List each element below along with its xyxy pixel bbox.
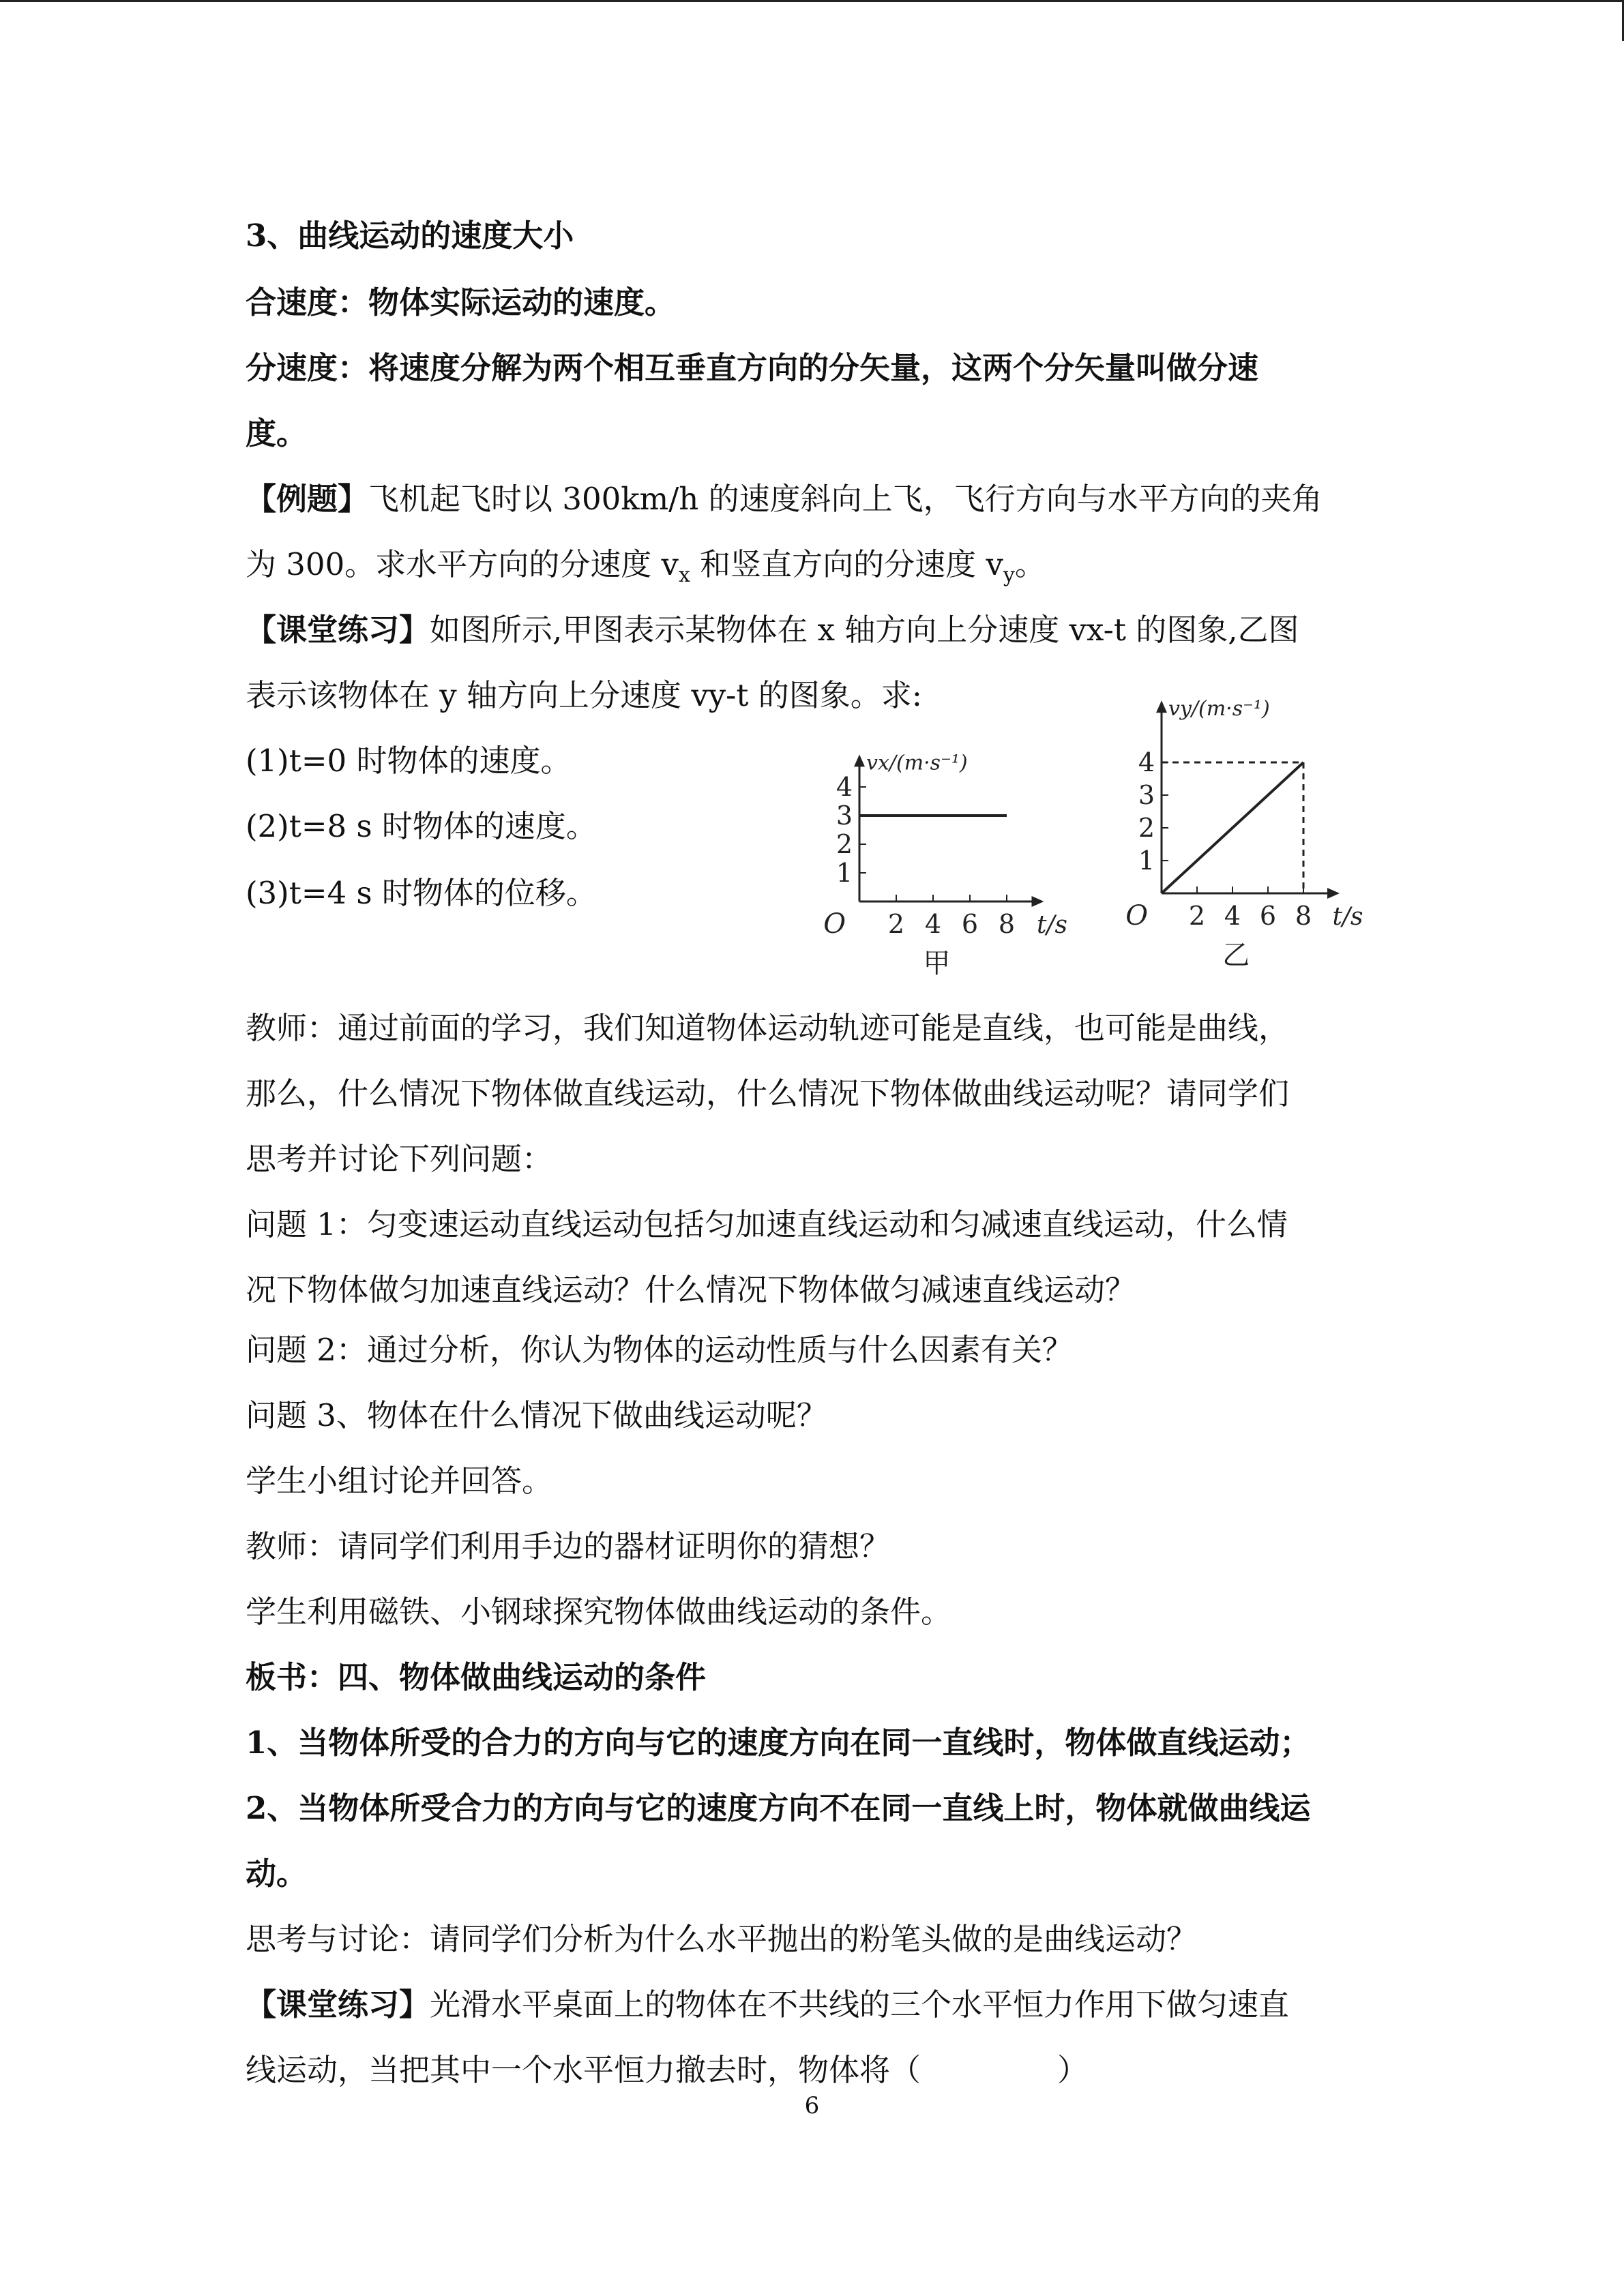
y-tick-label: 4 <box>836 772 853 802</box>
y-tick-label: 2 <box>1138 813 1155 843</box>
example-text1: 飞机起飞时以 300km/h 的速度斜向上飞，飞行方向与水平方向的夹角 <box>368 481 1323 517</box>
y-tick-label: 1 <box>836 858 853 888</box>
series-line-vy <box>1162 762 1303 893</box>
practice2-label: 【课堂练习】 <box>246 1986 430 2023</box>
board-title: 板书：四、物体做曲线运动的条件 <box>246 1659 707 1695</box>
students-discuss: 学生小组讨论并回答。 <box>246 1463 553 1499</box>
problem3: 问题 3、物体在什么情况下做曲线运动呢？ <box>246 1397 827 1433</box>
question-1: (1)t=0 时物体的速度。 <box>246 743 572 779</box>
x-axis-arrow <box>1032 896 1044 907</box>
x-tick-label: 2 <box>1188 901 1206 931</box>
problem1-line1: 问题 1：匀变速运动直线运动包括匀加速直线运动和匀减速直线运动，什么情 <box>246 1206 1288 1242</box>
practice2-text2: 线运动，当把其中一个水平恒力撤去时，物体将（ <box>246 2052 921 2088</box>
practice2-line1 <box>246 1984 1289 2025</box>
chart-jia <box>815 723 1088 979</box>
question-2: (2)t=8 s 时物体的速度。 <box>246 808 597 844</box>
y-tick-label: 1 <box>1138 846 1155 876</box>
practice2-line2 <box>246 2050 1088 2091</box>
y-axis-label: vx/(m·s⁻¹) <box>866 751 968 775</box>
x-tick-label: 4 <box>1224 901 1241 931</box>
x-axis-label: t/s <box>1332 903 1363 931</box>
practice2-close: ） <box>1057 2052 1089 2088</box>
teacher-line2: 那么，什么情况下物体做直线运动，什么情况下物体做曲线运动呢？请同学们 <box>246 1075 1290 1112</box>
problem1-line2: 况下物体做匀加速直线运动？什么情况下物体做匀减速直线运动？ <box>246 1272 1136 1308</box>
condition-2-line2: 动。 <box>246 1855 308 1892</box>
x-axis-arrow <box>1327 888 1340 899</box>
section-heading: 3、曲线运动的速度大小 <box>246 218 574 254</box>
problem2: 问题 2：通过分析，你认为物体的运动性质与什么因素有关？ <box>246 1332 1073 1368</box>
fen-sudu-definition-line1: 分速度：将速度分解为两个相互垂直方向的分矢量，这两个分矢量叫做分速 <box>246 350 1259 386</box>
example-text2a: 为 300。求水平方向的分速度 v <box>246 546 679 582</box>
example-line1 <box>246 479 1323 520</box>
y-axis-arrow <box>854 754 865 766</box>
x-tick-label: 8 <box>998 909 1016 939</box>
subscript-x: x <box>678 563 690 587</box>
chart-title: 乙 <box>1222 940 1250 971</box>
x-tick-label: 8 <box>1295 901 1312 931</box>
practice-label: 【课堂练习】 <box>246 612 430 648</box>
teacher-line1: 教师：通过前面的学习，我们知道物体运动轨迹可能是直线，也可能是曲线， <box>246 1010 1290 1046</box>
practice-text1: 如图所示,甲图表示某物体在 x 轴方向上分速度 vx-t 的图象,乙图 <box>430 612 1299 648</box>
practice2-text1: 光滑水平桌面上的物体在不共线的三个水平恒力作用下做匀速直 <box>430 1986 1290 2023</box>
teacher-line3: 思考并讨论下列问题： <box>246 1141 553 1177</box>
x-tick-label: 6 <box>961 909 979 939</box>
y-tick-label: 2 <box>836 829 853 859</box>
practice-line1 <box>246 610 1299 651</box>
x-axis-label: t/s <box>1036 911 1068 939</box>
page-number: 6 <box>804 2092 820 2119</box>
example-line2 <box>246 544 1046 596</box>
example-text2b: 和竖直方向的分速度 v <box>690 546 1003 582</box>
y-axis-label: vy/(m·s⁻¹) <box>1168 697 1270 721</box>
y-axis-arrow <box>1156 700 1167 713</box>
condition-1: 1、当物体所受的合力的方向与它的速度方向在同一直线时，物体做直线运动； <box>246 1725 1311 1761</box>
y-tick-label: 4 <box>1138 747 1155 777</box>
origin-label: O <box>1125 900 1148 931</box>
y-tick-label: 3 <box>1138 780 1155 810</box>
example-text2c: 。 <box>1014 546 1046 582</box>
think-discuss: 思考与讨论：请同学们分析为什么水平抛出的粉笔头做的是曲线运动？ <box>246 1921 1198 1957</box>
fen-sudu-definition-line2: 度。 <box>246 415 308 451</box>
origin-label: O <box>823 908 846 940</box>
he-sudu-definition: 合速度：物体实际运动的速度。 <box>246 284 676 320</box>
y-tick-label: 3 <box>836 801 853 831</box>
question-3: (3)t=4 s 时物体的位移。 <box>246 875 597 911</box>
x-tick-label: 6 <box>1259 901 1277 931</box>
students-explore: 学生利用磁铁、小钢球探究物体做曲线运动的条件。 <box>246 1594 952 1630</box>
x-tick-label: 4 <box>924 909 942 939</box>
teacher-line4: 教师：请同学们利用手边的器材证明你的猜想？ <box>246 1528 891 1564</box>
page-top-border <box>0 0 1624 2</box>
x-tick-label: 2 <box>887 909 905 939</box>
subscript-y: y <box>1003 563 1015 587</box>
example-label: 【例题】 <box>246 481 369 517</box>
condition-2-line1: 2、当物体所受合力的方向与它的速度方向不在同一直线上时，物体就做曲线运 <box>246 1790 1311 1826</box>
chart-title: 甲 <box>923 948 951 979</box>
practice-line2: 表示该物体在 y 轴方向上分速度 vy-t 的图象。求: <box>246 677 922 713</box>
chart-yi <box>1119 689 1419 975</box>
